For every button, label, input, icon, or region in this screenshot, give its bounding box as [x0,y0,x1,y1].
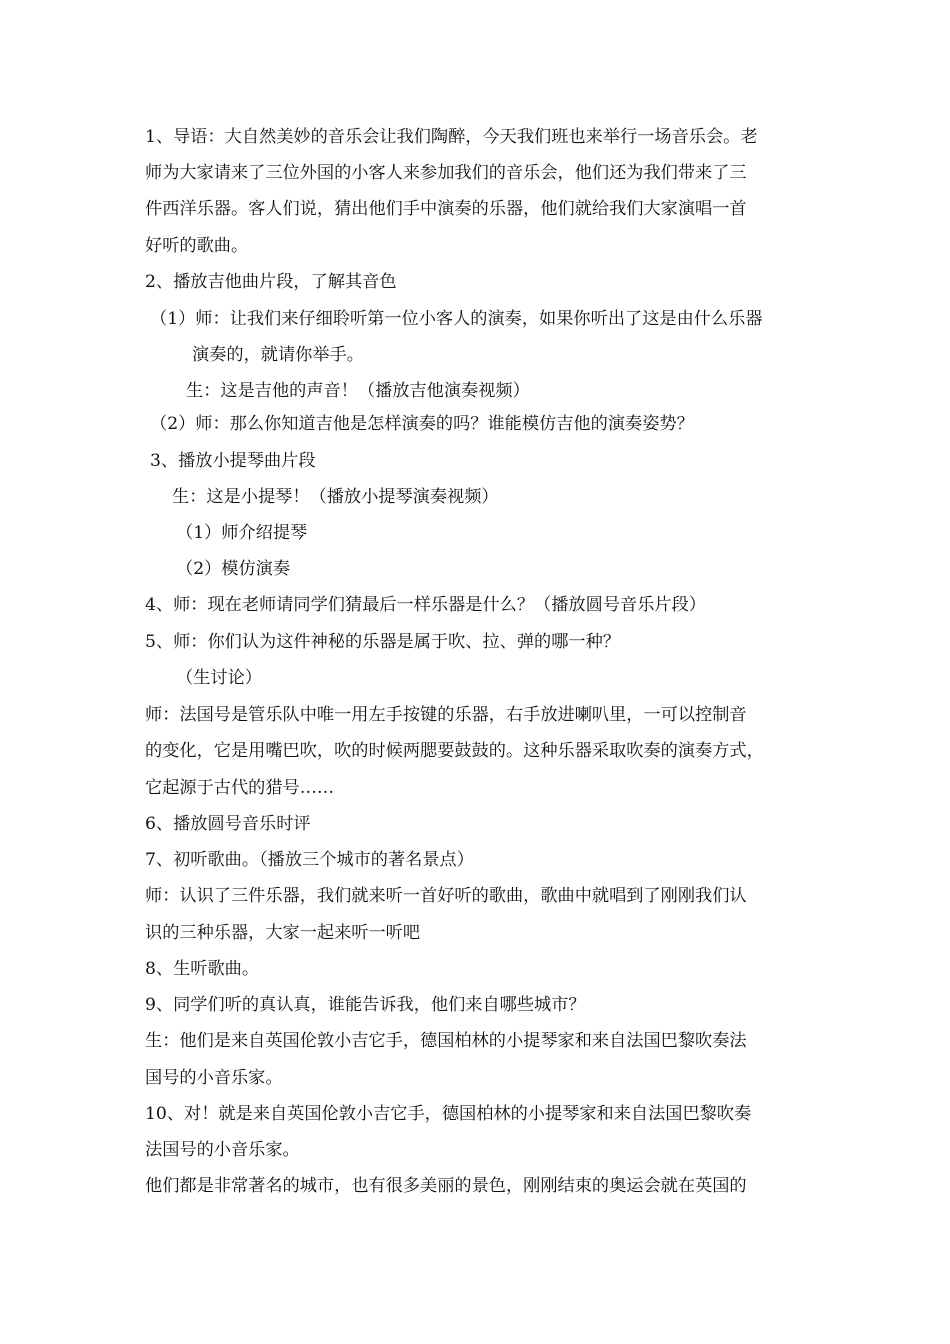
paragraph-2-student-answer: 生：这是吉他的声音！（播放吉他演奏视频） [186,381,530,401]
paragraph-11-line-1: 他们都是非常著名的城市，也有很多美丽的景色，刚刚结束的奥运会就在英国的 [145,1176,747,1196]
paragraph-4: 4、师：现在老师请同学们猜最后一样乐器是什么？（播放圆号音乐片段） [145,595,706,615]
paragraph-8: 8、生听歌曲。 [145,959,260,979]
paragraph-2-heading: 2、播放吉他曲片段，了解其音色 [145,272,397,292]
paragraph-2-item-1-line-2: 演奏的，就请你举手。 [192,345,364,365]
paragraph-7: 7、初听歌曲。（播放三个城市的著名景点） [145,850,474,870]
paragraph-1-line-1: 1、导语：大自然美妙的音乐会让我们陶醉，今天我们班也来举行一场音乐会。老 [145,127,758,147]
paragraph-6: 6、播放圆号音乐时评 [145,814,311,834]
paragraph-7-teacher-line-1: 师：认识了三件乐器，我们就来听一首好听的歌曲，歌曲中就唱到了刚刚我们认 [145,886,747,906]
paragraph-5-teacher-line-2: 的变化，它是用嘴巴吹，吹的时候两腮要鼓鼓的。这种乐器采取吹奏的演奏方式， [145,741,764,761]
paragraph-7-teacher-line-2: 识的三种乐器，大家一起来听一听吧 [145,923,421,943]
paragraph-1-line-4: 好听的歌曲。 [145,236,249,256]
paragraph-1-line-2: 师为大家请来了三位外国的小客人来参加我们的音乐会，他们还为我们带来了三 [145,163,747,183]
paragraph-5-teacher-line-3: 它起源于古代的猎号…… [145,778,335,798]
paragraph-5-discussion: （生讨论） [176,668,262,688]
paragraph-3-student-answer: 生：这是小提琴！（播放小提琴演奏视频） [172,487,499,507]
paragraph-9: 9、同学们听的真认真，谁能告诉我，他们来自哪些城市？ [145,995,586,1015]
paragraph-3-heading: 3、播放小提琴曲片段 [150,451,316,471]
paragraph-5-teacher-line-1: 师：法国号是管乐队中唯一用左手按键的乐器，右手放进喇叭里，一可以控制音 [145,705,747,725]
paragraph-3-item-1: （1）师介绍提琴 [176,523,308,543]
paragraph-9-student-line-2: 国号的小音乐家。 [145,1068,283,1088]
paragraph-2-item-2: （2）师：那么你知道吉他是怎样演奏的吗？谁能模仿吉他的演奏姿势？ [150,414,694,434]
paragraph-10-line-2: 法国号的小音乐家。 [145,1140,300,1160]
paragraph-2-item-1-line-1: （1）师：让我们来仔细聆听第一位小客人的演奏，如果你听出了这是由什么乐器 [150,309,763,329]
paragraph-9-student-line-1: 生：他们是来自英国伦敦小吉它手，德国柏林的小提琴家和来自法国巴黎吹奏法 [145,1031,747,1051]
paragraph-3-item-2: （2）模仿演奏 [176,559,291,579]
paragraph-5: 5、师：你们认为这件神秘的乐器是属于吹、拉、弹的哪一种？ [145,632,621,652]
paragraph-10-line-1: 10、对！就是来自英国伦敦小吉它手，德国柏林的小提琴家和来自法国巴黎吹奏 [145,1104,752,1124]
paragraph-1-line-3: 件西洋乐器。客人们说，猜出他们手中演奏的乐器，他们就给我们大家演唱一首 [145,199,747,219]
